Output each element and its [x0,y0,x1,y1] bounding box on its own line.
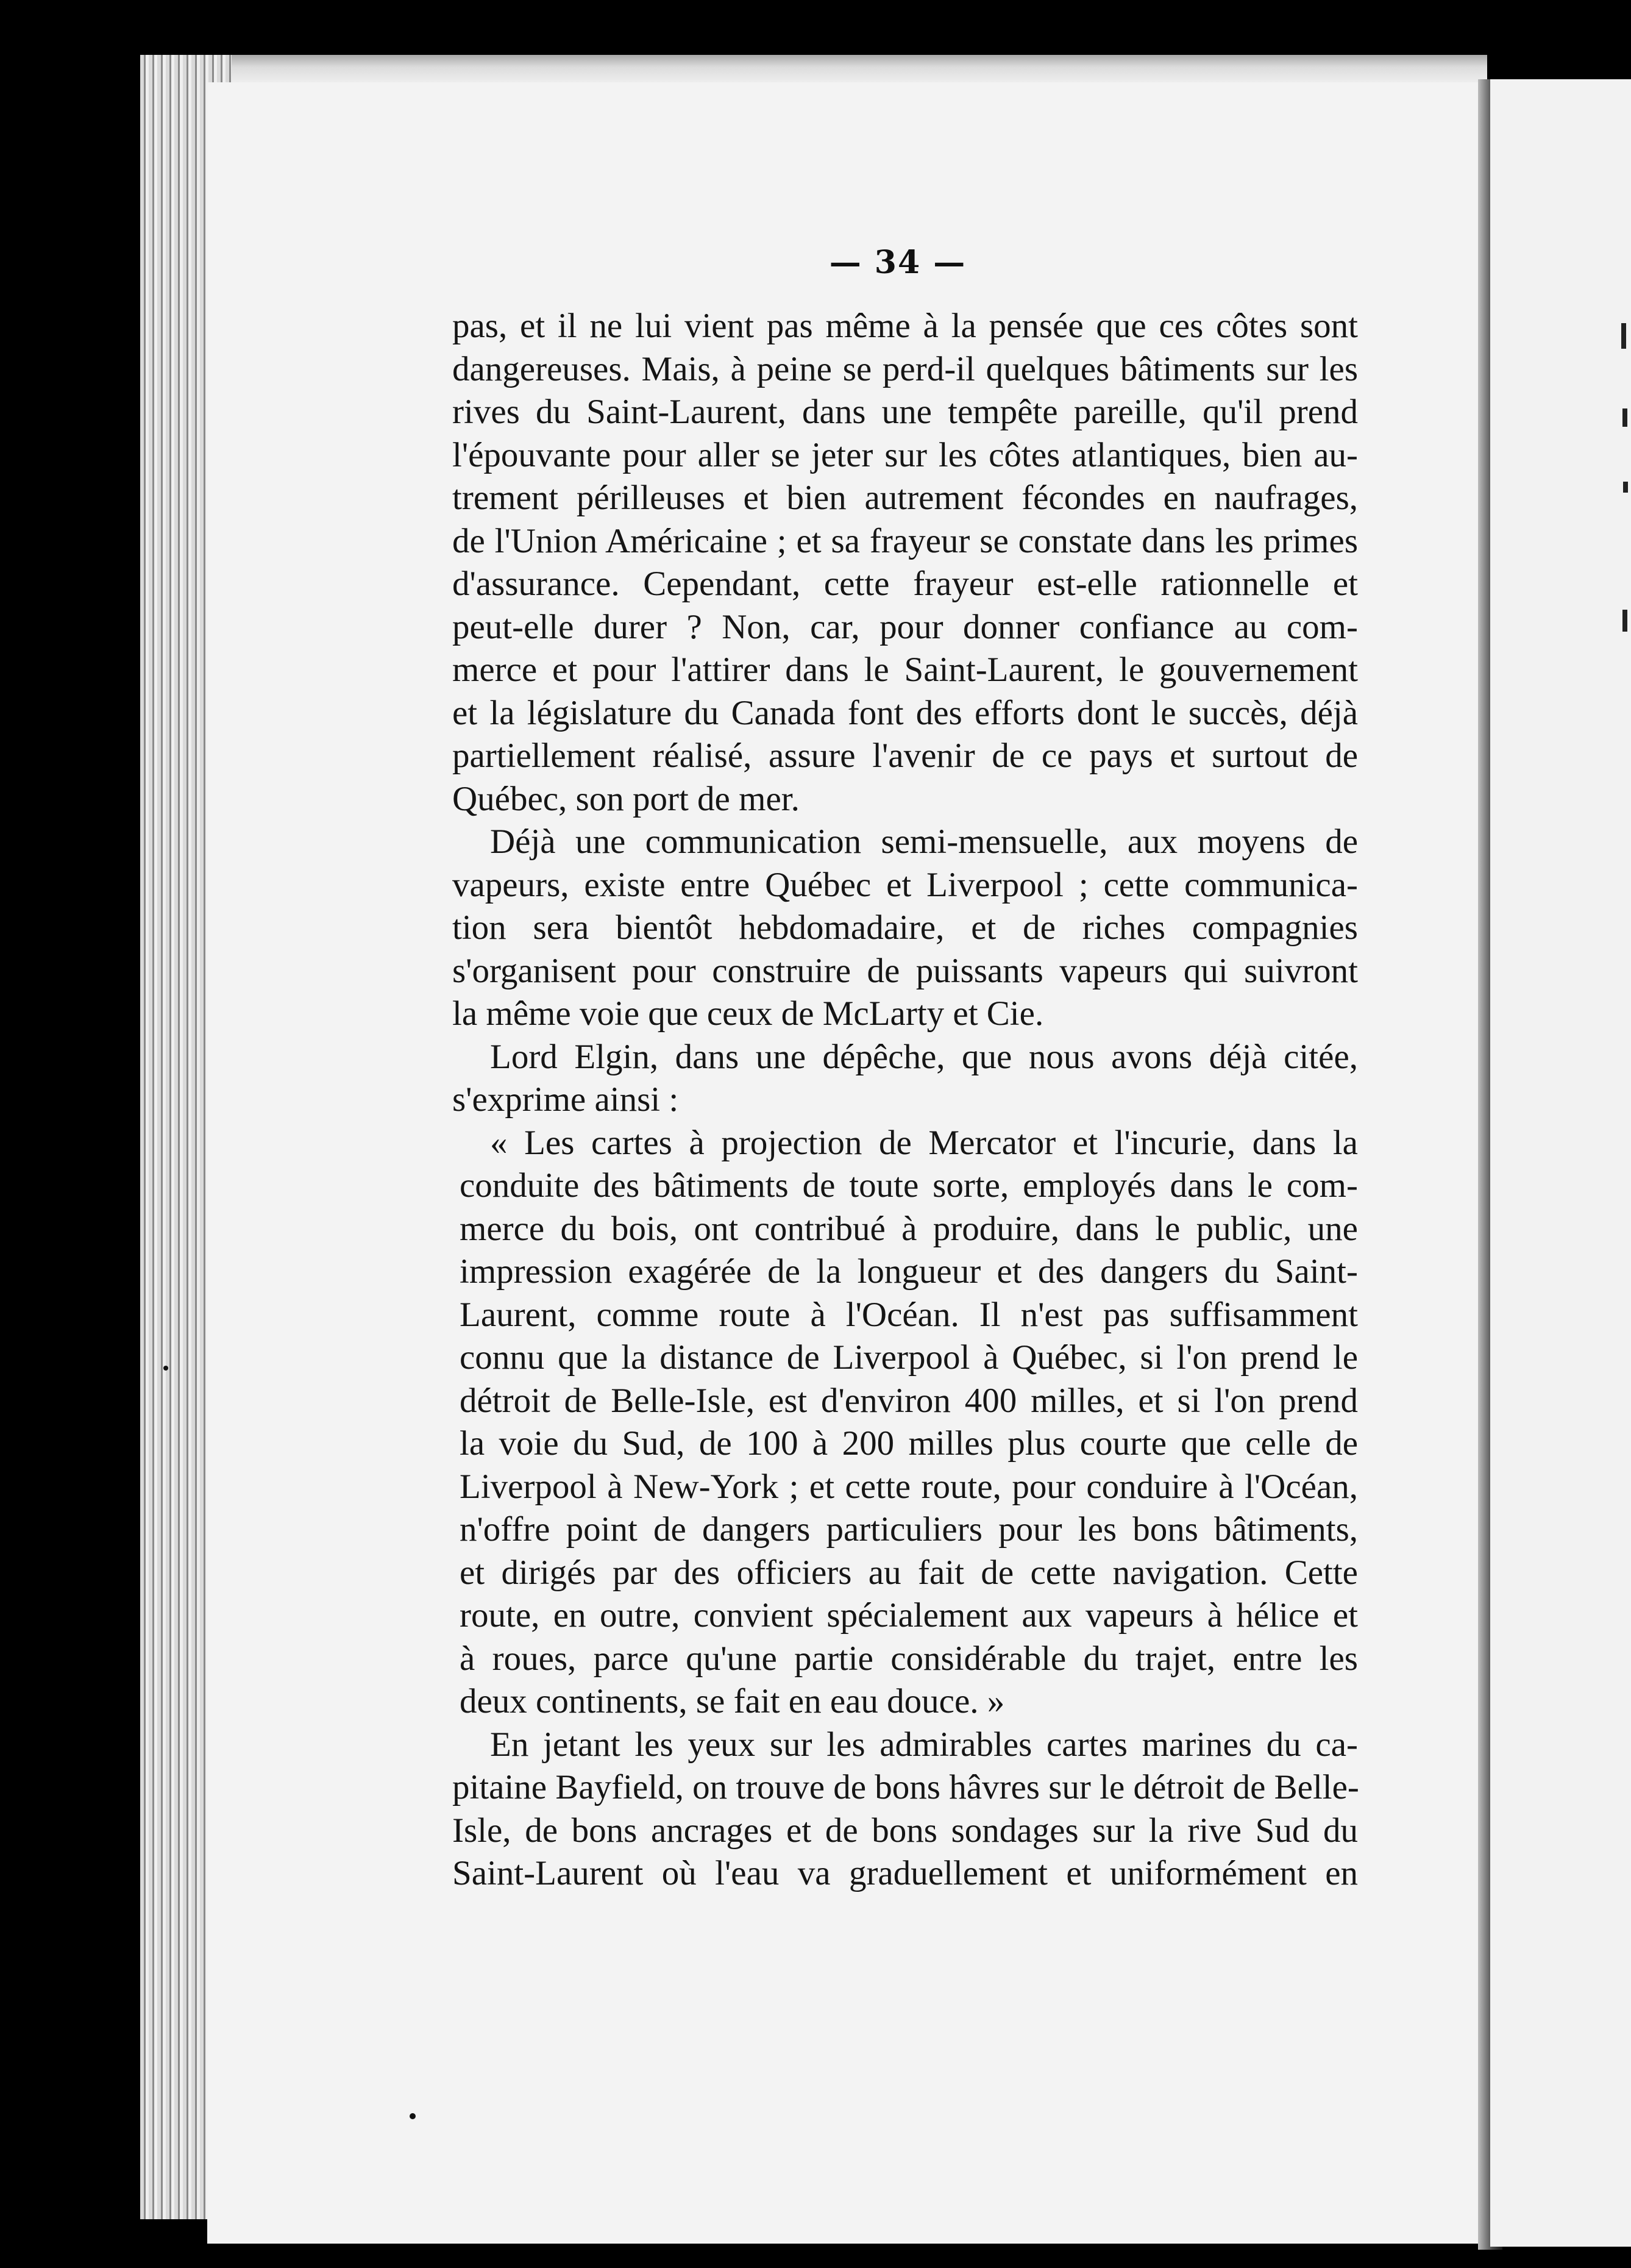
text-line: trement périlleuses et bien autrement fécondes en naufrages, [452,479,1358,517]
text-line: merce du bois, ont contribué à produire, dans le public, une [460,1209,1358,1248]
text-line: Québec, son port de mer. [452,779,800,818]
facing-page-mark [1622,610,1627,632]
body-text [452,305,1358,1895]
text-line: Saint-Laurent où l'eau va graduellement et uniformément en [452,1854,1358,1892]
paragraph [452,1724,1358,1895]
text-line: l'épouvante pour aller se jeter sur les côtes atlantiques, bien au- [452,435,1358,474]
text-line: deux continents, se fait en eau douce. » [460,1682,1005,1721]
text-line: s'exprime ainsi : [452,1080,679,1119]
text-line: impression exagérée de la longueur et des dangers du Saint- [460,1252,1358,1291]
text-line: Isle, de bons ancrages et de bons sondages sur la rive Sud du [452,1811,1358,1850]
text-line: partiellement réalisé, assure l'avenir de ce pays et surtout de [452,736,1358,775]
facing-page-mark [1623,482,1628,493]
page-top-edge [146,55,1487,85]
text-line: rives du Saint-Laurent, dans une tempête pareille, qu'il prend [452,393,1358,431]
text-line: route, en outre, convient spécialement aux vapeurs à hélice et [460,1596,1358,1635]
ink-speck [163,1366,168,1371]
text-line: conduite des bâtiments de toute sorte, employés dans le com- [460,1166,1358,1205]
text-line: connu que la distance de Liverpool à Québec, si l'on prend le [460,1338,1358,1377]
text-line: s'organisent pour construire de puissants vapeurs qui suivront [452,951,1358,990]
text-line: Déjà une communication semi-mensuelle, aux moyens de [490,822,1358,861]
text-line: et dirigés par des officiers au fait de cette navigation. Cette [460,1553,1358,1592]
text-line: dangereuses. Mais, à peine se perd-il quelques bâtiments sur les [452,349,1358,388]
text-line: pas, et il ne lui vient pas même à la pensée que ces côtes sont [452,307,1358,345]
text-line: et la législature du Canada font des efforts dont le succès, déjà [452,693,1358,732]
facing-page-mark [1622,408,1627,427]
text-line: « Les cartes à projection de Mercator et l'incurie, dans la [490,1123,1358,1162]
page-number: — 34 — [829,244,967,281]
text-line: vapeurs, existe entre Québec et Liverpool ; cette communica- [452,865,1358,904]
text-line: tion sera bientôt hebdomadaire, et de riches compagnies [452,908,1358,947]
text-line: merce et pour l'attirer dans le Saint-Laurent, le gouvernement [452,651,1358,689]
ink-speck [410,2113,416,2119]
text-line: peut-elle durer ? Non, car, pour donner confiance au com- [452,607,1358,646]
paragraph [452,821,1358,1036]
text-line: détroit de Belle-Isle, est d'environ 400 milles, et si l'on prend [460,1381,1358,1420]
text-line: à roues, parce qu'une partie considérable du trajet, entre les [460,1639,1358,1678]
text-line: d'assurance. Cependant, cette frayeur est-elle rationnelle et [452,565,1358,603]
facing-page [1490,79,1631,2247]
facing-page-mark [1621,323,1626,349]
quotation [452,1122,1358,1724]
text-line: Liverpool à New-York ; et cette route, pour conduire à l'Océan, [460,1467,1358,1506]
text-line: Lord Elgin, dans une dépêche, que nous avons déjà citée, [490,1037,1358,1076]
text-line: n'offre point de dangers particuliers pour les bons bâtiments, [460,1510,1358,1549]
text-line: Laurent, comme route à l'Océan. Il n'est pas suffisamment [460,1295,1358,1334]
text-line: pitaine Bayfield, on trouve de bons hâvres sur le détroit de Belle- [452,1768,1359,1806]
text-line: la voie du Sud, de 100 à 200 milles plus courte que celle de [460,1424,1358,1463]
paragraph [452,1036,1358,1122]
text-line: la même voie que ceux de McLarty et Cie. [452,994,1044,1033]
paragraph [452,305,1358,821]
text-line: de l'Union Américaine ; et sa frayeur se constate dans les primes [452,521,1358,560]
text-line: En jetant les yeux sur les admirables cartes marines du ca- [490,1725,1358,1764]
